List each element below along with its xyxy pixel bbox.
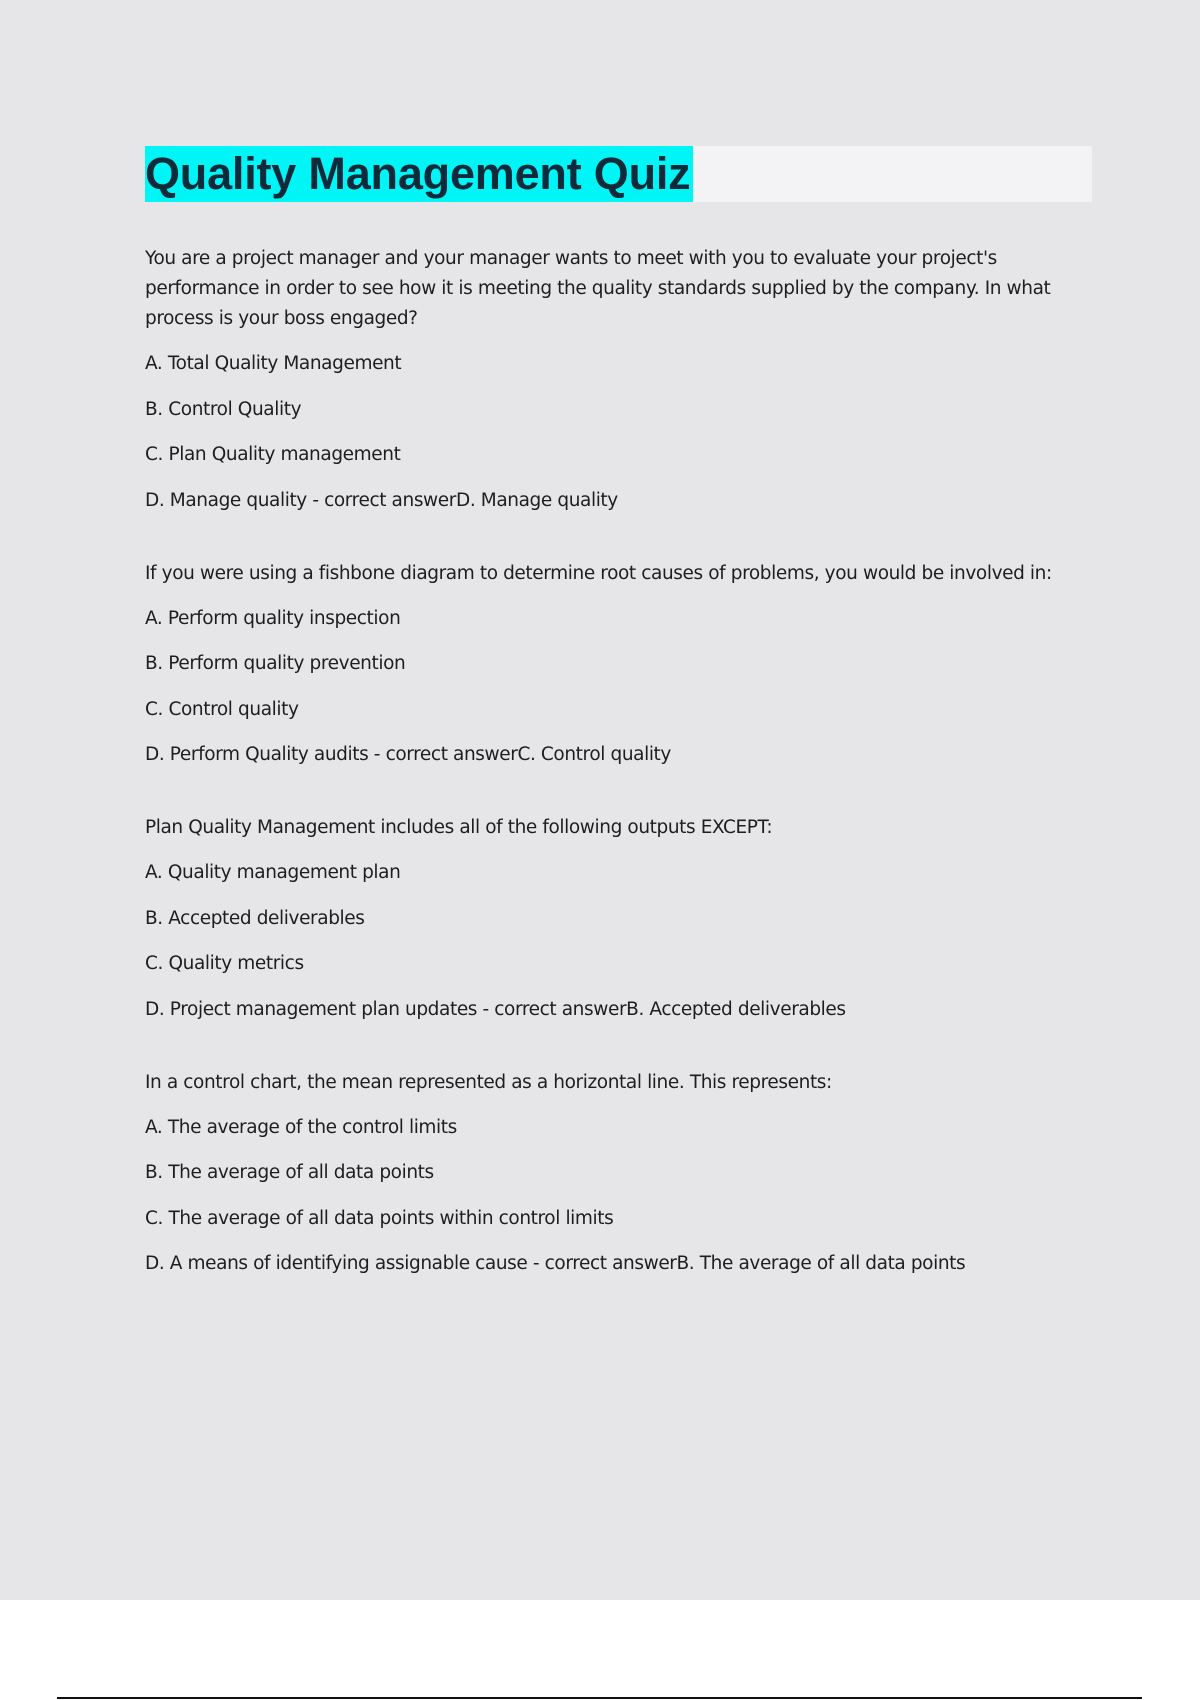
answer-option: D. Perform Quality audits - correct answerC. Control quality bbox=[145, 744, 671, 765]
quiz-content bbox=[145, 244, 1075, 1322]
answer-option: A. Quality management plan bbox=[145, 862, 401, 883]
answer-option: D. A means of identifying assignable cause - correct answerB. The average of all data points bbox=[145, 1253, 966, 1274]
question-block bbox=[145, 559, 1075, 771]
answer-option: A. Total Quality Management bbox=[145, 353, 402, 374]
question-prompt: You are a project manager and your manager wants to meet with you to evaluate your project's performance in order to see how it is meeting the quality standards supplied by the company. In what process is your boss engaged? bbox=[145, 248, 1051, 329]
answer-option: A. Perform quality inspection bbox=[145, 607, 401, 629]
question-block bbox=[145, 244, 1075, 516]
answer-option: C. Quality metrics bbox=[145, 953, 304, 974]
answer-option: B. The average of all data points bbox=[145, 1162, 434, 1183]
question-prompt: Plan Quality Management includes all of the following outputs EXCEPT: bbox=[145, 817, 773, 838]
answer-option: C. Plan Quality management bbox=[145, 444, 401, 465]
question-prompt: If you were using a fishbone diagram to determine root causes of problems, you would be involved in: bbox=[145, 562, 1052, 584]
page-title: Quality Management Quiz bbox=[145, 146, 693, 202]
answer-option: D. Project management plan updates - correct answerB. Accepted deliverables bbox=[145, 998, 846, 1020]
answer-option: B. Control Quality bbox=[145, 398, 302, 420]
answer-option: D. Manage quality - correct answerD. Manage quality bbox=[145, 489, 618, 511]
answer-option: C. Control quality bbox=[145, 698, 299, 720]
answer-option: C. The average of all data points within control limits bbox=[145, 1207, 614, 1229]
question-block bbox=[145, 813, 1075, 1025]
answer-option: B. Perform quality prevention bbox=[145, 653, 406, 674]
answer-option: A. The average of the control limits bbox=[145, 1116, 457, 1138]
footer-divider bbox=[57, 1697, 1142, 1699]
question-block bbox=[145, 1068, 1075, 1280]
answer-option: B. Accepted deliverables bbox=[145, 907, 365, 929]
question-prompt: In a control chart, the mean represented as a horizontal line. This represents: bbox=[145, 1071, 832, 1093]
